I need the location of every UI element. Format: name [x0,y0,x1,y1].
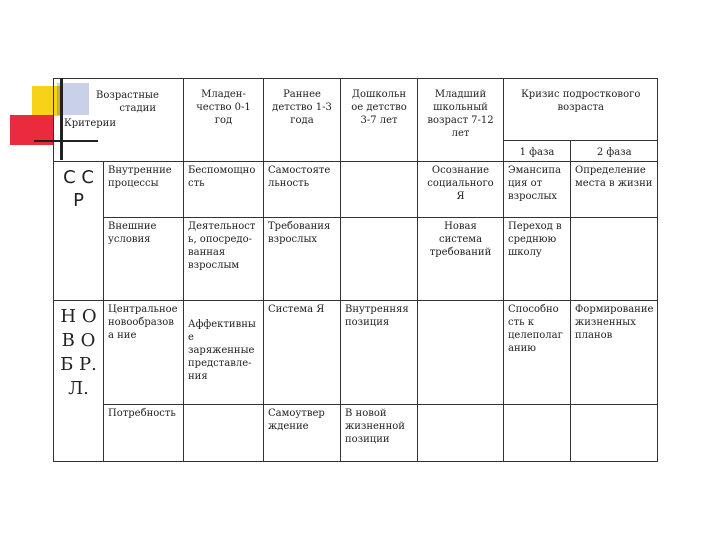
row-label-external-conditions: Внешние условия [104,218,184,301]
cell-need-preschool: В новой жизненной позиции [341,405,418,462]
cell-external-junior: Новая система требований [418,218,504,301]
cell-inner-early: Самостояте льность [264,162,341,218]
cell-need-phase1 [504,405,571,462]
header-infancy: Младен-чество 0-1 год [184,79,264,162]
cell-need-infancy [184,405,264,462]
header-stages-criteria [54,79,184,162]
criteria-label: Критерии [64,118,116,129]
cell-external-preschool [341,218,418,301]
row-label-inner-processes: Внутренние процессы [104,162,184,218]
cell-external-early: Требования взрослых [264,218,341,301]
group-novoobrazovaniya: Н О В О Б Р. Л. [54,301,104,462]
header-phase-1: 1 фаза [504,141,571,162]
header-adolescent-crisis: Кризис подросткового возраста [504,79,658,141]
decor-horizontal-line [34,140,98,142]
age-stages-table [53,78,658,462]
header-preschool: Дошкольн ое детство 3-7 лет [341,79,418,162]
cell-central-early: Система Я [264,301,341,405]
cell-external-infancy: Деятельност ь, опосредо-ванная взрослым [184,218,264,301]
cell-inner-preschool [341,162,418,218]
header-early-childhood: Раннее детство 1-3 года [264,79,341,162]
cell-need-early: Самоутвер ждение [264,405,341,462]
cell-central-phase1: Способно сть к целеполаг анию [504,301,571,405]
cell-central-junior [418,301,504,405]
decor-vertical-line [60,78,63,160]
row-label-need: Потребность [104,405,184,462]
cell-need-junior [418,405,504,462]
cell-inner-phase1: Эмансипа ция от взрослых [504,162,571,218]
row-label-central-neoformation: Центральное новообразов а ние [104,301,184,405]
cell-central-phase2: Формирование жизненных планов [571,301,658,405]
stages-label: Возрастные стадии [96,90,159,114]
cell-need-phase2 [571,405,658,462]
cell-inner-infancy: Беспомощно сть [184,162,264,218]
header-junior-school: Младший школьный возраст 7-12 лет [418,79,504,162]
header-phase-2: 2 фаза [571,141,658,162]
cell-central-preschool: Внутренняя позиция [341,301,418,405]
cell-external-phase1: Переход в среднюю школу [504,218,571,301]
cell-external-phase2 [571,218,658,301]
cell-inner-phase2: Определение места в жизни [571,162,658,218]
cell-inner-junior: Осознание социального Я [418,162,504,218]
cell-central-infancy: Аффективны е заряженные представле-ния [184,301,264,405]
group-ssr: С С Р [54,162,104,301]
